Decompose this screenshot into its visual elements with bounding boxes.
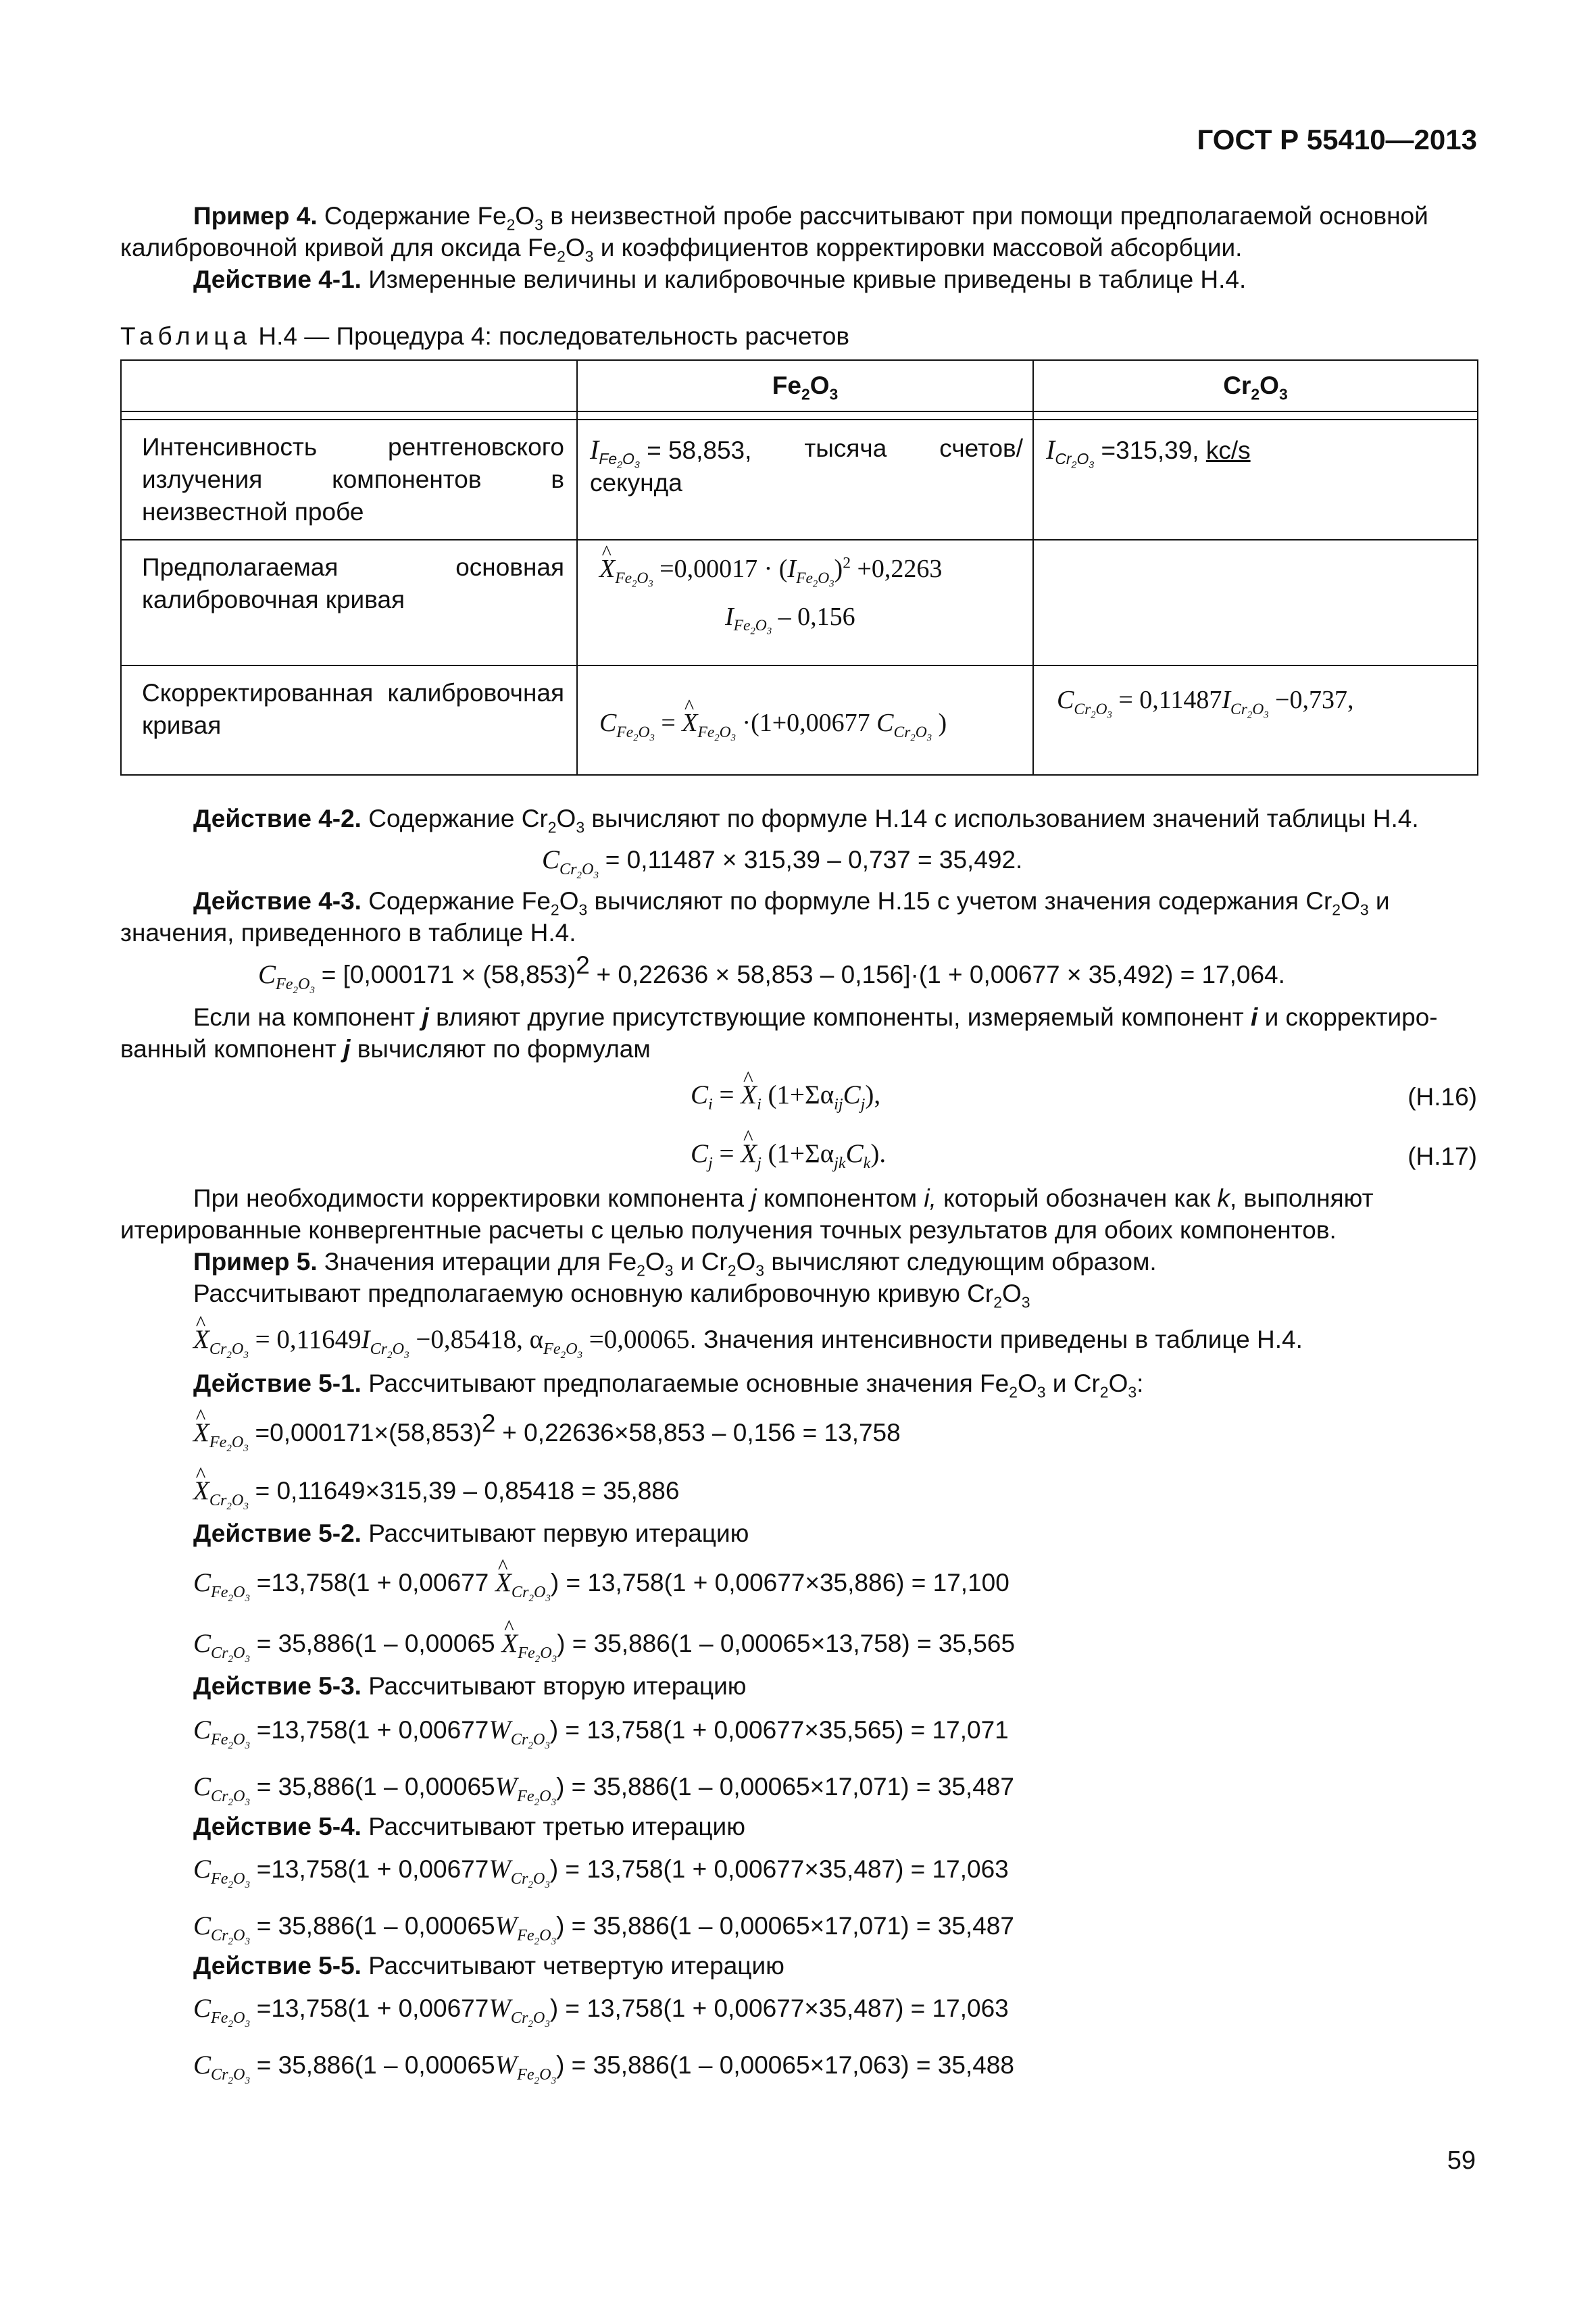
- header-empty: [121, 360, 577, 411]
- action-5-1: Действие 5-1. Рассчитывают предполагаемые основные значения $Fe_2O_3$ и $Cr_2O_3$:: [193, 1369, 1144, 1401]
- correction-paragraph: При необходимости корректировки компонента j компонентом i, который обозначен как k, выполняют: [193, 1184, 1374, 1212]
- equation-5-3-cr: $C_{Cr_2O_3} = 35,886(1 - 0,00065W_{Fe_2O_3}) = 35,886(1 - 0,00065\times 17,071) = 35,487$: [193, 1772, 1014, 1808]
- correction-paragraph-line2: итерированные конвергентные расчеты с целью получения точных результатов для обоих компонентов.: [120, 1216, 1337, 1244]
- cell-fe-corrected-curve: $C_{Fe_2O_3}$ = ^ $X_{Fe_2O_3} \cdot(1+0,00677$ $C_{Cr_2O_3}$ ): [577, 665, 1033, 775]
- formula-h16: $C_i$ = ^ $X_i$ $(1+\Sigma\alpha_{ij}C_j)$,: [691, 1078, 880, 1112]
- equation-5-4-fe: $C_{Fe_2O_3} =13,758(1 + 0,00677W_{Cr_2O_3}) = 13,758(1 + 0,00677\times 35,487) = 17,063$: [193, 1855, 1009, 1890]
- example-4-paragraph-line2: калибровочной кривой для оксида $Fe_2O_3$ и коэффициентов корректировки массовой абсорбции.: [120, 234, 1243, 266]
- equation-5-5-fe: $C_{Fe_2O_3} =13,758(1 + 0,00677W_{Cr_2O_3}) = 13,758(1 + 0,00677\times 35,487) = 17,063$: [193, 1994, 1009, 2030]
- equation-5-3-fe: $C_{Fe_2O_3} =13,758(1 + 0,00677W_{Cr_2O_3}) = 13,758(1 + 0,00677\times 35,565) = 17,071$: [193, 1715, 1009, 1751]
- formula-number-h17: (Н.17): [1407, 1142, 1477, 1170]
- table-header-row: [121, 360, 1478, 411]
- equation-5-5-cr: $C_{Cr_2O_3} = 35,886(1 - 0,00065W_{Fe_2O_3}) = 35,886(1 - 0,00065\times 17,063) = 35,488$: [193, 2051, 1014, 2086]
- influence-paragraph-line2: ванный компонент j вычисляют по формулам: [120, 1035, 651, 1063]
- action-5-2: Действие 5-2. Рассчитывают первую итерацию: [193, 1519, 749, 1547]
- row-label-intensity: Интенсивность рентгеновского излучения компонентов в неизвестной пробе: [121, 420, 577, 540]
- example-5-line2: Рассчитывают предполагаемую основную калибровочную кривую $Cr_2O_3$: [193, 1280, 1030, 1311]
- action-5-4: Действие 5-4. Рассчитывают третью итерацию: [193, 1813, 745, 1840]
- equation-cr2o3-estimated-curve: ^ $X_{Cr_2O_3} = 0,11649I_{Cr_2O_3} -0,85418$, $\alpha_{Fe_2O_3} =0,00065$. Значения интенсивности приведены в таблице Н.4.: [193, 1323, 1303, 1357]
- equation-fe2o3-result: $C_{Fe_2O_3} = [0,000171 \times (58,853)^2 + 0,22636 \times 58,853 - 0,156]\cdot(1 + 0,00677 \times 35,492) = 17,064$.: [258, 951, 1285, 996]
- example-4-paragraph: Пример 4. Содержание $Fe_2O_3$ в неизвестной пробе рассчитывают при помощи предполагаемой основной: [193, 202, 1428, 234]
- header-cr2o3: $Cr_2O_3$: [1033, 360, 1478, 411]
- cell-cr-corrected-curve: $C_{Cr_2O_3} = 0,11487I_{Cr_2O_3} -0,737$,: [1033, 665, 1478, 775]
- cell-fe-intensity: $I_{Fe_2O_3} = 58,853$, тысяча счетов/ секунда: [577, 420, 1033, 540]
- header-fe2o3: $Fe_2O_3$: [577, 360, 1033, 411]
- page-number: 59: [1447, 2146, 1476, 2175]
- action-5-5: Действие 5-5. Рассчитывают четвертую итерацию: [193, 1952, 784, 1980]
- cell-cr-intensity: $I_{Cr_2O_3} =315,39$, kc/s: [1033, 420, 1478, 540]
- equation-cr2o3-result: $C_{Cr_2O_3} = 0,11487 \times 315,39 - 0,737 = 35,492$.: [542, 845, 1023, 881]
- table-row: [121, 665, 1478, 775]
- action-4-3: Действие 4-3. Содержание $Fe_2O_3$ вычисляют по формуле Н.15 с учетом значения содержания $Cr_2O_3$ и: [193, 887, 1390, 919]
- equation-5-1-cr: ^ $X_{Cr_2O_3} = 0,11649\times 315,39 - 0,85418 = 35,886$: [193, 1474, 679, 1508]
- influence-paragraph: Если на компонент j влияют другие присутствующие компоненты, измеряемый компонент i и скорректиро-: [193, 1003, 1438, 1031]
- action-4-1: Действие 4-1. Измеренные величины и калибровочные кривые приведены в таблице Н.4.: [193, 266, 1247, 293]
- standard-code-header: ГОСТ Р 55410—2013: [1197, 124, 1477, 155]
- equation-5-4-cr: $C_{Cr_2O_3} = 35,886(1 - 0,00065W_{Fe_2O_3}) = 35,886(1 - 0,00065\times 17,071) = 35,487$: [193, 1911, 1014, 1947]
- equation-5-1-fe: ^ $X_{Fe_2O_3} =0,000171\times(58,853)^2 + 0,22636\times 58,853 - 0,156 = 13,758$: [193, 1416, 901, 1450]
- row-label-estimated-curve: Предполагаемая основная калибровочная кривая: [121, 540, 577, 665]
- equation-5-2-cr: $C_{Cr_2O_3} = 35,886(1 - 0,00065$ ^ $X_{Fe_2O_3}) = 35,886(1 - 0,00065\times 13,758) = 35,565$: [193, 1627, 1015, 1661]
- table-row: [121, 540, 1478, 665]
- formula-h17: $C_j$ = ^ $X_j$ $(1+\Sigma\alpha_{jk}C_k)$.: [691, 1137, 886, 1171]
- cell-cr-estimated-curve-empty: [1033, 540, 1478, 665]
- action-4-2: Действие 4-2. Содержание $Cr_2O_3$ вычисляют по формуле Н.14 с использованием значений таблицы Н.4.: [193, 805, 1419, 836]
- table-caption: Таблица Н.4 — Процедура 4: последовательность расчетов: [120, 322, 850, 350]
- action-5-3: Действие 5-3. Рассчитывают вторую итерацию: [193, 1672, 747, 1700]
- row-label-corrected-curve: Скорректированная калибровочная кривая: [121, 665, 577, 775]
- equation-5-2-fe: $C_{Fe_2O_3} =13,758(1 + 0,00677$ ^ $X_{Cr_2O_3}) = 13,758(1 + 0,00677\times 35,886) = 17,100$: [193, 1566, 1009, 1600]
- formula-number-h16: (Н.16): [1407, 1083, 1477, 1111]
- action-4-3-line2: значения, приведенного в таблице Н.4.: [120, 919, 576, 947]
- cell-fe-estimated-curve: ^ $X_{Fe_2O_3} =0,00017 \cdot (I_{Fe_2O_3})^2 +0,2263$ $I_{Fe_2O_3} - 0,156$: [577, 540, 1033, 665]
- table-row: [121, 420, 1478, 540]
- example-5: Пример 5. Значения итерации для $Fe_2O_3$ и $Cr_2O_3$ вычисляют следующим образом.: [193, 1248, 1157, 1280]
- table-h4: [120, 359, 1478, 776]
